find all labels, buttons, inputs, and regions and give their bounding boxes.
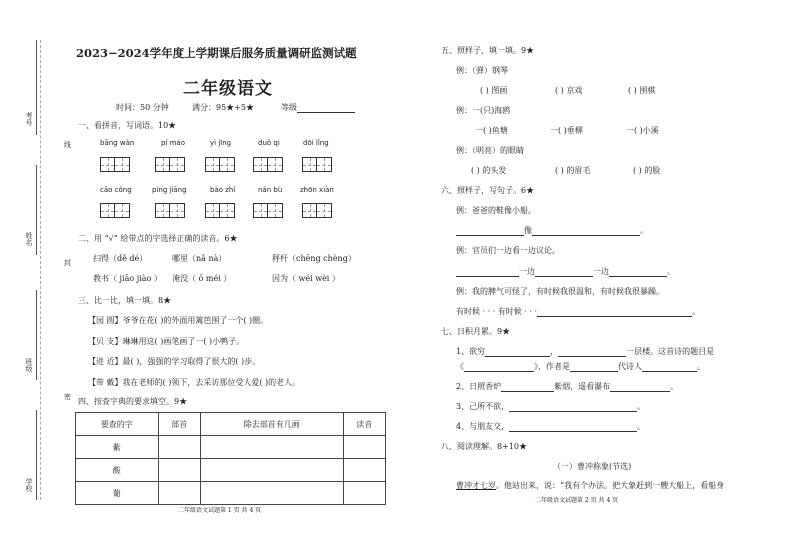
passage-body: 。他站出来，说：“我有个办法。把大象赶到一艘大船上，看船身 [496, 481, 725, 490]
q2-item[interactable]: 因为（ wéi wèi ） [272, 274, 340, 283]
writing-box[interactable] [100, 203, 115, 218]
q1-pinyin: bāng wàn [100, 139, 135, 147]
class-field[interactable] [36, 290, 37, 380]
q6-fill-word: 像 [524, 226, 532, 235]
writing-box[interactable] [220, 157, 235, 172]
writing-box[interactable] [268, 203, 283, 218]
table-header: 除去部首有几画 [201, 413, 344, 436]
q5-example: 例：（明亮）的眼睛 [456, 146, 524, 155]
q6-fill-1[interactable]: 像 。 [456, 225, 648, 236]
q5-blank[interactable]: 一( )小溪 [626, 126, 659, 135]
table-cell-input[interactable] [343, 459, 386, 482]
grade-label: 等级 [281, 103, 297, 112]
table-cell-input[interactable] [201, 459, 344, 482]
q1-pinyin: píng jiāng [152, 186, 187, 194]
school-field[interactable] [36, 410, 37, 500]
passage-text [456, 480, 724, 491]
writing-box[interactable] [302, 203, 317, 218]
q1-pinyin: cāo cǒng [100, 186, 132, 194]
time-info: 时间：50 分钟 [116, 103, 169, 112]
q3-line[interactable]: 【园 圆】爷爷在花( )的外面用篱笆围了一个( )圈。 [88, 316, 269, 325]
q6-example: 例：爸爸的鞋像小船。 [456, 206, 536, 215]
table-cell-char: 葡 [76, 482, 159, 505]
q6-example: 例：我的脾气可怪了，有时候我很温和，有时候我很暴躁。 [456, 287, 664, 296]
q5-blank[interactable]: ( ) 的头发 [471, 166, 507, 175]
q7-text: 4、与朋友交， [456, 422, 510, 431]
writing-box[interactable] [220, 203, 235, 218]
score-info: 满分：95★+5★ [192, 103, 254, 112]
binding-dashed-line [40, 40, 41, 500]
q7-line-2[interactable]: 2、日照香炉 紫烟，遥看瀑布 。 [456, 382, 679, 391]
table-header: 要查的字 [76, 413, 159, 436]
seal-char-line: 线 [64, 141, 71, 149]
table-row [76, 482, 386, 505]
q2-item[interactable]: 淹没（ ō méi ） [172, 274, 232, 283]
class-label: 班级 [25, 358, 33, 372]
writing-box[interactable] [155, 157, 170, 172]
q5-blank[interactable]: 一( )垂柳 [550, 126, 583, 135]
q6-fill-word: 一边 [519, 267, 535, 276]
writing-box[interactable] [205, 203, 220, 218]
q2-heading: 二、用 “√” 给带点的字选择正确的读音。6★ [78, 234, 238, 243]
table-row [76, 459, 386, 482]
seal-char-secret: 密 [64, 393, 71, 401]
name-field[interactable] [36, 165, 37, 255]
q3-line[interactable]: 【带 戴】我在老师的( )领下，去采访那位受人爱( )的老人。 [88, 378, 301, 387]
writing-box[interactable] [253, 157, 268, 172]
q1-pinyin: pí máo [161, 139, 186, 147]
q7-text: ， [550, 347, 559, 356]
writing-box[interactable] [253, 203, 268, 218]
q2-item[interactable]: 扫得（dě dé） [93, 254, 148, 263]
q1-heading: 一、看拼音，写词语。10★ [78, 121, 177, 130]
writing-box[interactable] [170, 157, 185, 172]
exam-title: 2023−2024学年度上学期课后服务质量调研监测试题 [76, 46, 357, 60]
q7-text: 1、欲穷 [456, 347, 486, 356]
table-cell-input[interactable] [158, 436, 201, 459]
q2-item[interactable]: 秤杆（chēng chèng） [272, 254, 356, 263]
q7-heading: 七、日积月累。9★ [441, 327, 511, 336]
q1-pinyin: dōi lǐng [303, 139, 329, 147]
name-label: 姓名 [25, 232, 33, 246]
q3-line[interactable]: 【进 近】最( )，强强的学习取得了很大的( )步。 [88, 357, 261, 366]
writing-box[interactable] [155, 203, 170, 218]
exam-number-label: 考号 [25, 112, 33, 126]
q5-heading: 五、照样子，填一填。9★ [441, 46, 535, 55]
q7-line-4[interactable]: 4、与朋友交， 。 [456, 422, 646, 431]
q7-text: 2、日照香炉 [456, 382, 502, 391]
passage-underlined: 曹冲才七岁 [456, 481, 496, 490]
writing-box[interactable] [302, 157, 317, 172]
table-row [76, 436, 386, 459]
q6-heading: 六、照样子，写句子。6★ [441, 186, 535, 195]
school-label: 学校 [25, 478, 33, 492]
q5-blank[interactable]: ( ) 京戏 [555, 86, 583, 95]
q7-line-1b[interactable]: 《 》，作者是 代诗人 。 [456, 362, 705, 371]
q7-text: 代诗人 [618, 362, 642, 371]
q4-heading: 四、按查字典的要求填空。9★ [78, 397, 188, 406]
q1-pinyin: zhōn xiàn [300, 186, 334, 194]
passage-title: （一）曹冲称象(节选) [553, 462, 632, 471]
q3-line[interactable]: 【贝 支】琳琳用这( )画笔画了一( )小鸭子。 [88, 337, 245, 346]
q6-fill-2[interactable]: 一边 一边 。 [456, 266, 675, 277]
q1-pinyin: duǒ qi [258, 139, 280, 147]
writing-box[interactable] [317, 157, 332, 172]
q7-text: 》，作者是 [534, 362, 570, 371]
table-cell-input[interactable] [158, 459, 201, 482]
page-footer-left: 二年级语文试题第 1 页 共 4 页 [178, 507, 262, 514]
q7-line-1[interactable] [456, 346, 714, 357]
q8-heading: 八、阅读理解。8+10★ [441, 442, 527, 451]
q1-pinyin: nán bù [258, 186, 283, 194]
table-cell-input[interactable] [201, 436, 344, 459]
writing-box[interactable] [317, 203, 332, 218]
writing-box[interactable] [100, 157, 115, 172]
table-cell-char: 紫 [76, 436, 159, 459]
table-cell-input[interactable] [201, 482, 344, 505]
q7-text: 一层楼。这首诗的题目是 [626, 347, 715, 356]
q2-item[interactable]: 哪里（nǎ nà） [172, 254, 227, 263]
q6-fill-word: 有时候 · · · 有时候 · · · [456, 307, 538, 316]
exam-number-field[interactable] [36, 40, 37, 135]
table-cell-input[interactable] [343, 436, 386, 459]
dictionary-table [75, 412, 386, 505]
q5-example: 例：一(只)海鸥 [456, 106, 511, 115]
writing-box[interactable] [268, 157, 283, 172]
table-cell-char: 酸 [76, 459, 159, 482]
table-cell-input[interactable] [158, 482, 201, 505]
table-cell-input[interactable] [343, 482, 386, 505]
q7-line-3[interactable]: 3、己所不欲， 。 [456, 402, 646, 411]
page-footer-right: 二年级语文试题第 2 页 共 4 页 [535, 497, 619, 504]
q5-blank[interactable]: ( ) 的眉毛 [555, 166, 591, 175]
table-header: 读音 [343, 413, 386, 436]
writing-box[interactable] [115, 203, 130, 218]
q6-example: 例：官员们一边看一边议论。 [456, 246, 560, 255]
q5-blank[interactable]: ( ) 的脸 [633, 166, 661, 175]
grade-field[interactable] [281, 102, 355, 113]
writing-box[interactable] [205, 157, 220, 172]
table-header-row [76, 413, 386, 436]
q7-text: 3、己所不欲， [456, 402, 510, 411]
q5-blank[interactable]: ( ) 围棋 [628, 86, 656, 95]
seal-char-seal: 封 [64, 259, 71, 267]
q1-pinyin: bào zhǐ [210, 186, 236, 194]
exam-subtitle: 二年级语文 [183, 79, 273, 99]
q1-pinyin: yì jīng [210, 139, 232, 147]
q6-fill-word: 一边 [593, 267, 609, 276]
q7-text: 《 [456, 362, 464, 371]
writing-box[interactable] [115, 157, 130, 172]
q7-text: 紫烟，遥看瀑布 [554, 382, 611, 391]
table-header: 部首 [158, 413, 201, 436]
writing-box[interactable] [170, 203, 185, 218]
q2-item[interactable]: 教书（ jiāo jiào ） [93, 274, 162, 283]
q5-blank[interactable]: 一( )鱼塘 [475, 126, 508, 135]
q5-blank[interactable]: ( ) 图画 [480, 86, 508, 95]
q3-heading: 三、比一比，填一填。8★ [78, 296, 172, 305]
q5-example: 例：（弹）钢琴 [456, 66, 508, 75]
q6-fill-3[interactable]: 有时候 · · · 有时候 · · · 。 [456, 307, 701, 316]
